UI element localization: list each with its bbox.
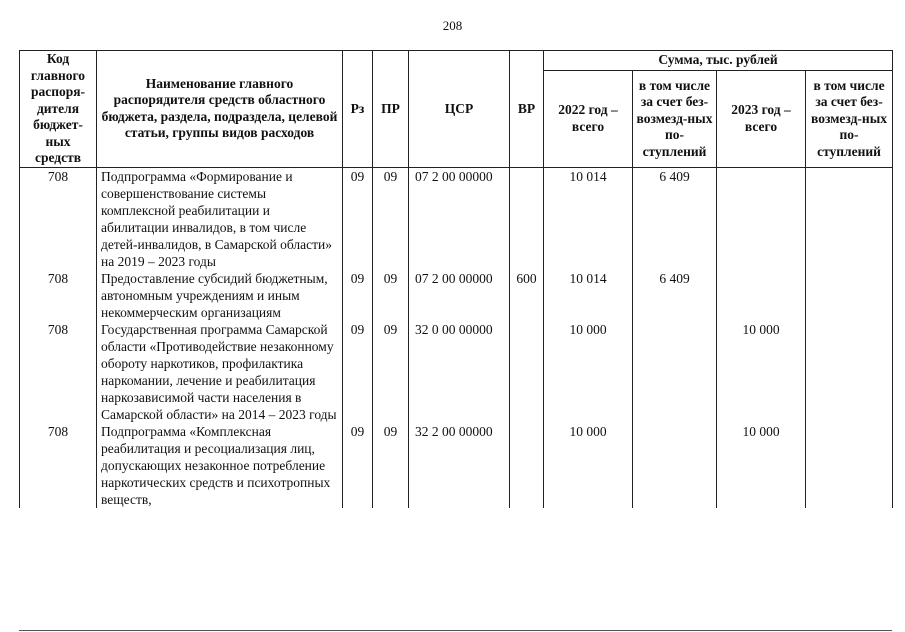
row-name: Государственная программа Самарской области «Противодействие незаконному обороту наркотиков, профилактика наркомании, лечение и реабилитация наркозависимой части населения в Самарской области» на 2014 – 2023 годы [97, 321, 343, 423]
row-2023-free [806, 423, 893, 508]
row-name: Подпрограмма «Формирование и совершенствование системы комплексной реабилитации и абилитации инвалидов, в том числе детей-инвалидов, в Самарской области» на 2019 – 2023 годы [97, 167, 343, 270]
header-code: Код главного распоря-дителя бюджет-ных средств [20, 51, 97, 168]
header-vr: ВР [510, 51, 544, 168]
header-csr: ЦСР [409, 51, 510, 168]
table-row [20, 167, 893, 270]
row-2023-total [717, 270, 806, 321]
row-vr [510, 423, 544, 508]
bottom-rule [19, 630, 892, 631]
row-code: 708 [20, 167, 97, 270]
row-csr: 07 2 00 00000 [409, 167, 510, 270]
table-row [20, 321, 893, 423]
table-row [20, 270, 893, 321]
row-2022-free: 6 409 [633, 167, 717, 270]
header-2023-total: 2023 год – всего [717, 71, 806, 168]
row-name: Предоставление субсидий бюджетным, автономным учреждениям и иным некоммерческим организациям [97, 270, 343, 321]
row-csr: 32 2 00 00000 [409, 423, 510, 508]
row-2023-total: 10 000 [717, 321, 806, 423]
row-2022-total: 10 000 [544, 321, 633, 423]
table-body [20, 167, 893, 508]
header-rz: Рз [343, 51, 373, 168]
row-csr: 32 0 00 00000 [409, 321, 510, 423]
row-2023-total: 10 000 [717, 423, 806, 508]
row-2022-free: 6 409 [633, 270, 717, 321]
row-vr [510, 321, 544, 423]
table-header [20, 51, 893, 168]
row-pr: 09 [373, 321, 409, 423]
row-csr: 07 2 00 00000 [409, 270, 510, 321]
row-pr: 09 [373, 270, 409, 321]
row-2022-total: 10 000 [544, 423, 633, 508]
row-name: Подпрограмма «Комплексная реабилитация и ресоциализация лиц, допускающих незаконное потребление наркотических средств и психотропных веществ, [97, 423, 343, 508]
row-code: 708 [20, 270, 97, 321]
row-vr: 600 [510, 270, 544, 321]
row-2022-free [633, 321, 717, 423]
header-2023-free: в том числе за счет без-возмезд-ных по-ступлений [806, 71, 893, 168]
row-vr [510, 167, 544, 270]
header-name: Наименование главного распорядителя средств областного бюджета, раздела, подраздела, целевой статьи, группы видов расходов [97, 51, 343, 168]
page-number: 208 [442, 18, 463, 33]
row-rz: 09 [343, 321, 373, 423]
row-2022-total: 10 014 [544, 167, 633, 270]
table-row [20, 423, 893, 508]
row-pr: 09 [373, 423, 409, 508]
row-code: 708 [20, 321, 97, 423]
row-2023-free [806, 321, 893, 423]
row-rz: 09 [343, 167, 373, 270]
header-2022-total: 2022 год – всего [544, 71, 633, 168]
row-rz: 09 [343, 270, 373, 321]
header-pr: ПР [373, 51, 409, 168]
row-2022-total: 10 014 [544, 270, 633, 321]
row-2023-total [717, 167, 806, 270]
row-code: 708 [20, 423, 97, 508]
header-2022-free: в том числе за счет без-возмезд-ных по-ступлений [633, 71, 717, 168]
row-2022-free [633, 423, 717, 508]
budget-table [19, 50, 893, 508]
header-sum: Сумма, тыс. рублей [544, 51, 893, 71]
row-2023-free [806, 167, 893, 270]
row-rz: 09 [343, 423, 373, 508]
row-pr: 09 [373, 167, 409, 270]
row-2023-free [806, 270, 893, 321]
